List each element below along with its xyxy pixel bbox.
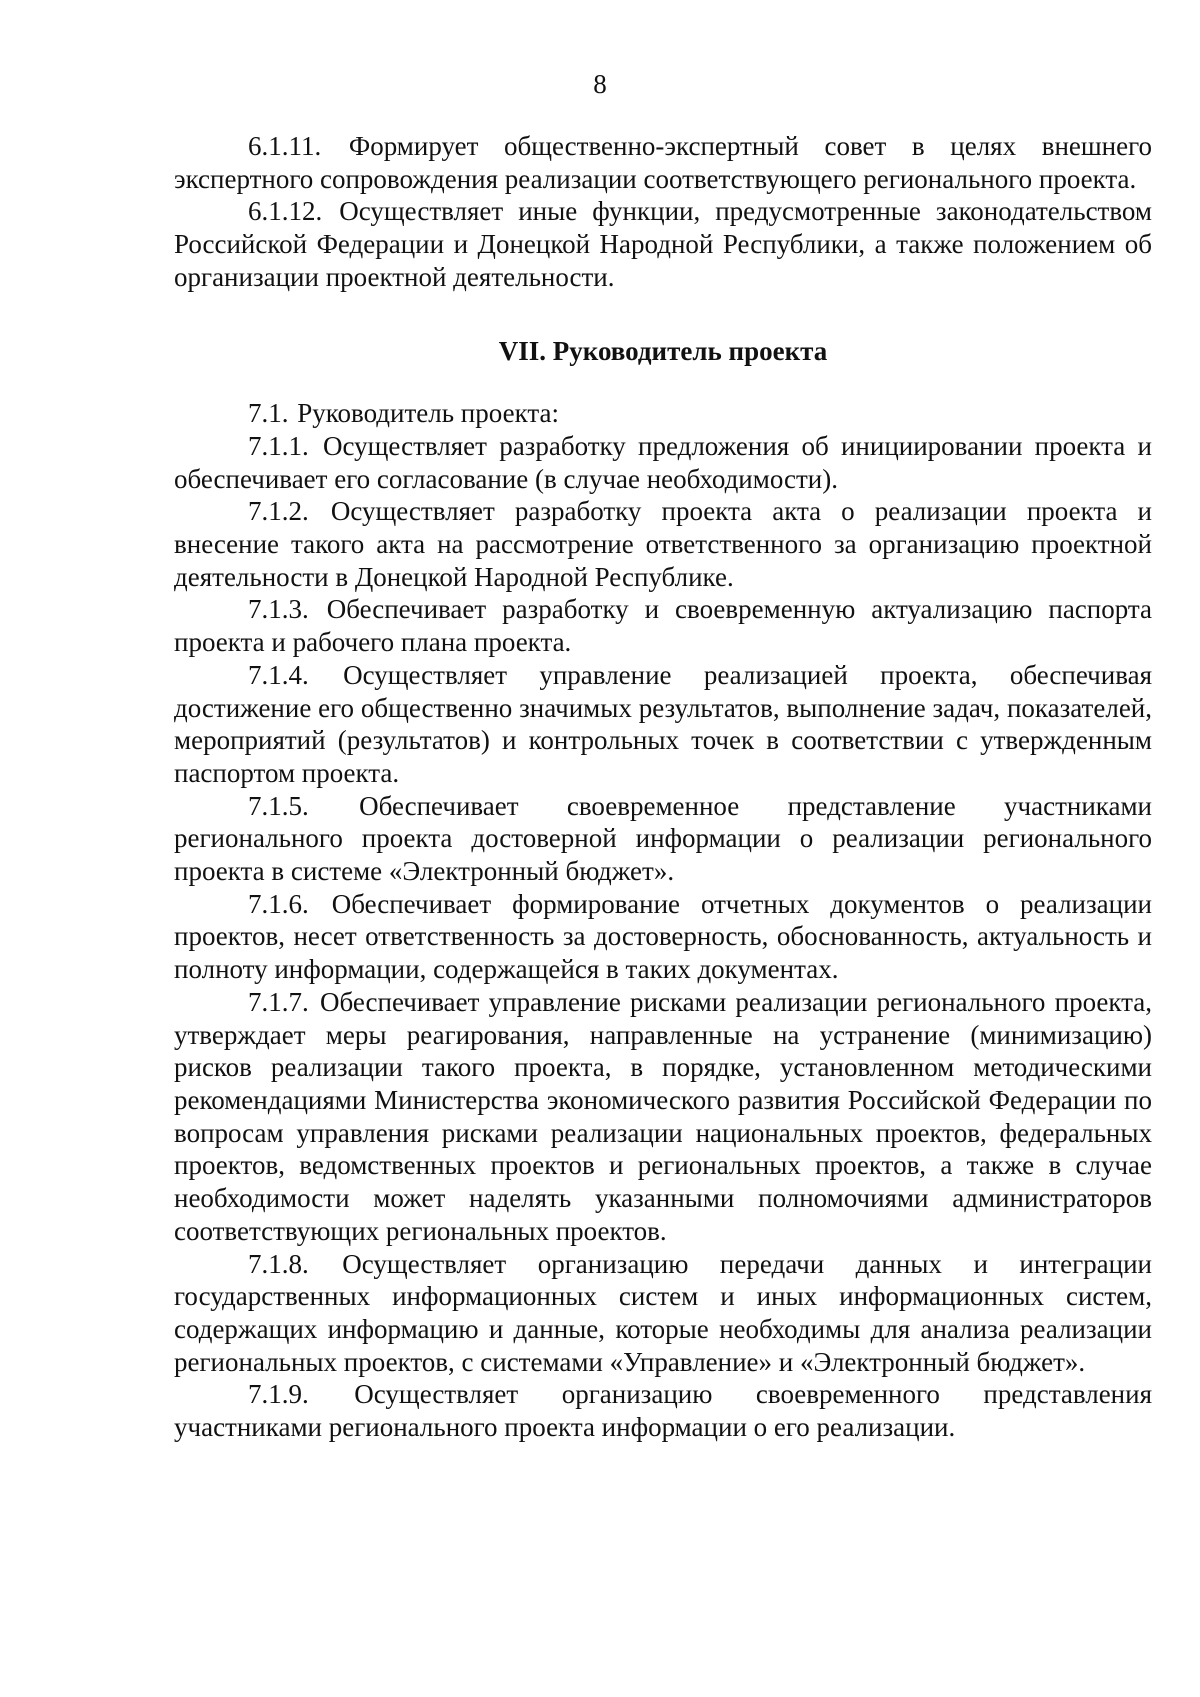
paragraph: [174, 195, 1152, 293]
page-number: 8: [593, 69, 607, 99]
section-heading: VII. Руководитель проекта: [498, 335, 828, 366]
paragraph-number: 7.1.5.: [248, 790, 309, 821]
paragraph-number: 7.1.2.: [248, 496, 309, 527]
paragraph-text: Осуществляет разработку проекта акта о реализации проекта и внесение такого акта на рассмотрение ответственного за организацию проектной деятельности в Донецкой Народной Республике.: [174, 496, 1152, 592]
paragraph-number: 7.1.3.: [248, 594, 309, 625]
paragraph: [174, 593, 1152, 658]
paragraph: [174, 495, 1152, 593]
document-body: [174, 130, 1152, 1444]
section-7-paragraphs: [174, 397, 1152, 1444]
paragraph-number: 7.1.7.: [248, 986, 309, 1017]
paragraph-number: 7.1.: [248, 398, 289, 429]
paragraph: [174, 1378, 1152, 1443]
paragraph-number: 7.1.6.: [248, 888, 309, 919]
paragraph-text: Осуществляет управление реализацией проекта, обеспечивая достижение его общественно значимых результатов, выполнение задач, показателей, мероприятий (результатов) и контрольных точек в соответствии с утвержденным паспортом проекта.: [174, 659, 1152, 788]
paragraph-text: Обеспечивает своевременное представление участниками регионального проекта достоверной информации о реализации регионального проекта в системе «Электронный бюджет».: [174, 790, 1152, 887]
paragraph-text: Осуществляет иные функции, предусмотренные законодательством Российской Федерации и Донецкой Народной Республики, а также положением об организации проектной деятельности.: [174, 196, 1152, 292]
paragraph: [174, 430, 1152, 495]
paragraph: [174, 790, 1152, 888]
paragraph: [174, 888, 1152, 986]
paragraph-text: Обеспечивает формирование отчетных документов о реализации проектов, несет ответственность за достоверность, обоснованность, актуальность и полноту информации, содержащейся в таких документах.: [174, 888, 1152, 985]
paragraph: [174, 659, 1152, 790]
paragraph-text: Руководитель проекта:: [297, 398, 559, 429]
paragraph-number: 6.1.12.: [248, 196, 323, 227]
paragraph: [174, 130, 1152, 195]
paragraph-text: Обеспечивает управление рисками реализации регионального проекта, утверждает меры реагирования, направленные на устранение (минимизацию) рисков реализации такого проекта, в порядке, установленном методическими рекомендациями Министерства экономического развития Российской Федерации по вопросам управления рисками реализации национальных проектов, федеральных проектов, ведомственных проектов и региональных проектов, а также в случае необходимости может наделять указанными полномочиями администраторов соответствующих региональных проектов.: [174, 986, 1153, 1246]
paragraph-number: 7.1.1.: [248, 430, 309, 461]
paragraph-text: Осуществляет организацию передачи данных и интеграции государственных информационных систем и иных информационных систем, содержащих информацию и данные, которые необходимы для анализа реализации региональных проектов, с системами «Управление» и «Электронный бюджет».: [174, 1248, 1152, 1377]
paragraph-number: 7.1.4.: [248, 659, 309, 690]
paragraph-number: 7.1.8.: [248, 1248, 309, 1279]
paragraph-text: Осуществляет разработку предложения об инициировании проекта и обеспечивает его согласование (в случае необходимости).: [174, 430, 1153, 494]
paragraph-text: Осуществляет организацию своевременного представления участниками регионального проекта информации о его реализации.: [174, 1379, 1152, 1443]
paragraph: [174, 1248, 1152, 1379]
paragraph: [174, 397, 1152, 430]
paragraph: [174, 986, 1152, 1248]
paragraph-number: 6.1.11.: [248, 131, 322, 161]
section-6-paragraphs: [174, 130, 1152, 294]
paragraph-text: Формирует общественно-экспертный совет в целях внешнего экспертного сопровождения реализации соответствующего регионального проекта.: [174, 131, 1152, 194]
paragraph-text: Обеспечивает разработку и своевременную актуализацию паспорта проекта и рабочего плана проекта.: [174, 594, 1152, 658]
paragraph-number: 7.1.9.: [248, 1379, 309, 1410]
